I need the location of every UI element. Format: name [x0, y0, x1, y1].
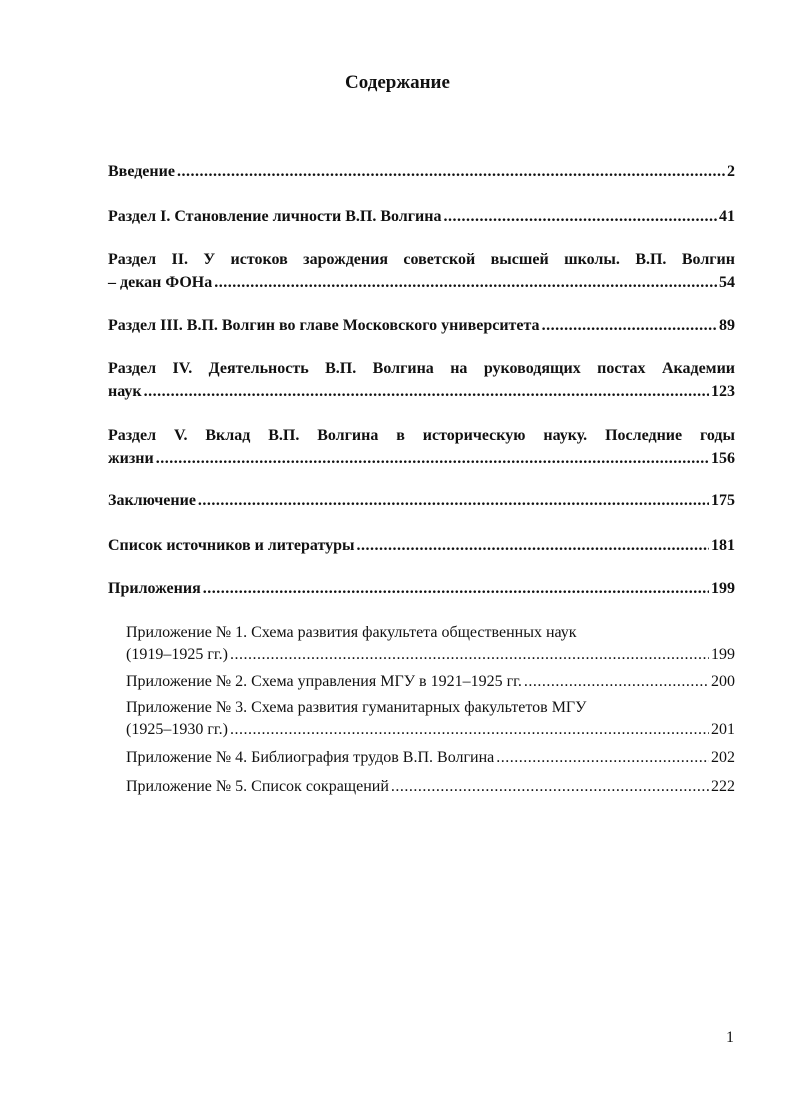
toc-entry-label: наук	[108, 383, 142, 400]
toc-entry-label: Приложение № 2. Схема управления МГУ в 1921–1925 гг.	[126, 673, 522, 690]
toc-entry-label-line1: Раздел IV. Деятельность В.П. Волгина на руководящих постах Академии	[108, 360, 735, 377]
toc-appendix-4[interactable]	[126, 747, 735, 769]
toc-page-number: 41	[719, 208, 735, 225]
toc-entry-label-line1: Раздел II. У истоков зарождения советской высшей школы. В.П. Волгин	[108, 251, 735, 268]
dot-leader	[198, 489, 709, 512]
toc-entry-label-line1: Приложение № 3. Схема развития гуманитарных факультетов МГУ	[126, 699, 587, 716]
page-title: Содержание	[345, 72, 450, 93]
page-number: 1	[726, 1029, 734, 1046]
toc-appendix-5[interactable]	[126, 776, 735, 798]
dot-leader	[177, 160, 725, 183]
toc-appendix-1[interactable]	[126, 622, 735, 666]
toc-entry-label: жизни	[108, 450, 154, 467]
dot-leader	[230, 644, 709, 666]
toc-entry-introduction[interactable]	[108, 160, 735, 183]
toc-entry-label: Приложение № 5. Список сокращений	[126, 778, 389, 795]
dot-leader	[214, 271, 717, 294]
dot-leader	[156, 447, 709, 470]
toc-entry-label: Введение	[108, 163, 175, 180]
toc-page-number: 202	[711, 749, 735, 766]
toc-page-number: 156	[711, 450, 735, 467]
toc-entry-label: (1919–1925 гг.)	[126, 646, 228, 663]
toc-page-number: 201	[711, 721, 735, 738]
toc-page-number: 123	[711, 383, 735, 400]
toc-entry-label: Раздел I. Становление личности В.П. Волгина	[108, 208, 442, 225]
dot-leader	[203, 577, 709, 600]
dot-leader	[496, 747, 709, 769]
toc-page-number: 199	[711, 646, 735, 663]
toc-entry-label: Раздел III. В.П. Волгин во главе Московского университета	[108, 317, 540, 334]
dot-leader	[144, 380, 709, 403]
toc-entry-label: Заключение	[108, 492, 196, 509]
dot-leader	[443, 205, 717, 228]
toc-entry-sources[interactable]	[108, 534, 735, 557]
toc-entry-label: Приложения	[108, 580, 201, 597]
toc-page-number: 222	[711, 778, 735, 795]
toc-page-number: 199	[711, 580, 735, 597]
toc-page-number: 89	[719, 317, 735, 334]
toc-page-number: 54	[719, 274, 735, 291]
toc-appendix-2[interactable]	[126, 671, 735, 693]
toc-page-number: 175	[711, 492, 735, 509]
dot-leader	[356, 534, 709, 557]
dot-leader	[542, 314, 717, 337]
toc-entry-section-2[interactable]	[108, 248, 735, 294]
dot-leader	[391, 776, 709, 798]
toc-entry-appendices[interactable]	[108, 577, 735, 600]
toc-entry-label: – декан ФОНа	[108, 274, 213, 291]
toc-entry-label: Список источников и литературы	[108, 537, 355, 554]
toc-entry-section-1[interactable]	[108, 205, 735, 228]
toc-entry-label-line1: Раздел V. Вклад В.П. Волгина в историческую науку. Последние годы	[108, 427, 735, 444]
toc-entry-conclusion[interactable]	[108, 489, 735, 512]
toc-page-number: 181	[711, 537, 735, 554]
toc-entry-label: Приложение № 4. Библиография трудов В.П. Волгина	[126, 749, 495, 766]
toc-page-number: 200	[711, 673, 735, 690]
toc-entry-section-3[interactable]	[108, 314, 735, 337]
toc-entry-section-4[interactable]	[108, 357, 735, 403]
toc-entry-label: (1925–1930 гг.)	[126, 721, 228, 738]
toc-entry-section-5[interactable]	[108, 424, 735, 470]
dot-leader	[524, 671, 709, 693]
dot-leader	[230, 719, 709, 741]
toc-page-number: 2	[727, 163, 735, 180]
toc-appendix-3[interactable]	[126, 697, 735, 741]
toc-entry-label-line1: Приложение № 1. Схема развития факультета общественных наук	[126, 624, 577, 641]
